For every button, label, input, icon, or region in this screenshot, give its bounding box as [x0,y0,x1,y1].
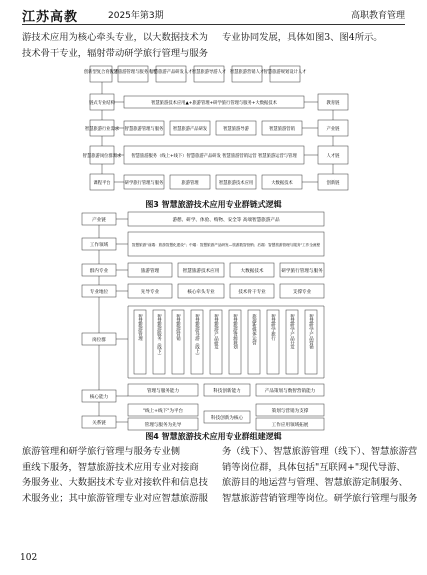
fig3-top-box-2: 智慧旅游管理与服务人才 [109,70,157,75]
fig3-row2-c2: 智慧旅游产品研发 [172,127,208,132]
fig3-top-box-5: 智慧旅游营销人才 [229,70,265,75]
fig4-post-label: 智慧研学产品开发 [289,314,295,350]
fig4-post-label: 智慧旅游资源规划 [232,314,238,350]
figure-3-caption: 图3 智慧旅游技术应用专业群链式逻辑 [145,200,282,209]
fig4-role-1: 先导专业 [140,290,160,295]
fig4-major-1: 旅游管理 [140,269,160,274]
fig4-post-label: 智慧旅游服务（线下） [156,314,162,358]
fig4-post-label: 智慧旅游营销 [175,314,181,341]
fig3-row4-c3: 智慧旅游技术应用 [218,181,254,186]
fig4-post-label: 智慧旅游产品研发 [213,314,219,350]
fig3-row4-c2: 旅游管理 [181,181,199,186]
fig4-label-5: 岗位群 [92,338,106,343]
fig4-post-label: 智慧研学旅行 [270,314,276,341]
fig3-row2-c4: 智慧旅游营销 [269,127,295,132]
fig3-top-box-1: 创新型复合育人才 [83,70,119,75]
fig3-row2-c3: 智慧旅游导游 [223,127,249,132]
fig3-row1-center: 智慧旅游技术应用▲+旅游管理+研学旅行管理与服务+大数据技术 [151,101,277,106]
page-header [22,6,405,25]
fig4-post-label: 智慧研学产品营销 [308,314,314,350]
fig3-row4-left: 课程平台 [93,181,111,186]
fig4-post-label: 旅游新媒体运营 [251,314,257,345]
fig3-row1-left: 链式专业结构 [89,101,115,106]
fig4-ability-3: 产品策划与数智营销能力 [264,389,316,394]
fig4-label-6: 核心能力 [89,395,109,400]
fig3-top-box-4: 智慧旅游导游人才 [191,70,227,75]
fig4-relation-1: "线上+线下"为平台 [142,409,184,414]
top-text-right: 专业协同发展，具体如图3、图4所示。 [222,32,383,43]
fig3-row4-c1: 研学旅行管理与服务 [124,181,164,186]
fig4-post-label: 智慧旅游导游（线上） [194,314,200,358]
fig4-ability-2: 科技创新能力 [213,389,241,394]
fig4-ability-1: 管理与服务能力 [146,389,180,394]
figure-4-caption: 图4 智慧旅游技术应用专业群组建逻辑 [145,432,282,441]
fig3-row1-right: 教育链 [326,101,340,106]
page-number: 102 [20,553,38,563]
section-label: 高职教育管理 [350,11,405,21]
fig4-major-3: 大数据技术 [240,269,264,274]
bottom-text-right: 务（线下）、智慧旅游管理（线下）、智慧旅游营 销等岗位群，具体包括"互联网+"现代导游、 旅游目的地运营与管理、智慧旅游定制服务、 智慧旅游营销管理等岗位。研学旅行管理与服务 [222,446,418,504]
figure-3-diagram [72,64,355,199]
fig4-label-2: 工作领域 [89,243,109,248]
fig4-label-4: 专业地位 [89,290,109,295]
fig3-row3-right: 人才链 [326,154,340,159]
fig4-relation-3: 科技创新为核心 [210,416,244,421]
fig4-relation-2: 管理与服务为先导 [144,423,182,428]
fig4-row2-content: 智慧旅游"前端：旅游智慧化建设"；中端：智慧旅游产品研发—旅游数智营销；后端：智慧旅游管理与服务"工作全流程 [131,243,321,247]
fig4-role-3: 技术骨干专业 [238,290,266,295]
figure-4-diagram [80,210,350,432]
fig4-label-7: 关系链 [92,421,106,426]
bottom-text-left: 旅游管理和研学旅行管理与服务专业侧 重线下服务，智慧旅游技术应用专业对接商 务服务业、大数据技术专业对接软件和信息技 术服务业；其中旅游管理专业对应智慧旅游服 [22,446,208,504]
fig4-label-1: 产业链 [92,218,106,223]
fig3-row4-c4: 大数据技术 [271,181,293,186]
fig3-row2-right: 产业链 [326,127,340,132]
fig4-role-4: 支撑专业 [292,290,312,295]
top-text-left: 游技术应用为核心牵头专业，以大数据技术为 技术骨干专业，辐射带动研学旅行管理与服务 [22,32,208,59]
fig3-row4-right: 创新链 [326,181,340,186]
fig4-row1-content: 游憩、研学、体验、购物、安全等 高端智慧旅游产品 [172,218,280,223]
fig3-row2-c1: 智慧旅游管理与服务 [124,127,164,132]
fig3-top-box-6: 智慧旅游规划设计人才 [263,70,307,75]
fig3-top-box-3: 智慧旅游产品研发人才 [149,70,193,75]
issue-label: 2025年第3期 [108,11,164,21]
fig3-row3-center: 智慧旅游服务（线上+线下）智慧旅游产品研发 智慧旅游营销运营 智慧旅游运营与管理 [131,154,297,159]
fig4-role-2: 核心牵头专业 [187,290,215,295]
fig4-major-4: 研学旅行管理与服务 [281,269,323,274]
fig4-post-label: 智慧旅游管理 [137,314,143,341]
journal-logo: 江苏高教 [22,10,79,25]
fig4-relation-4: 策划与营销为支撑 [271,409,309,414]
fig3-row2-left: 智慧旅游行业需求 [84,127,120,132]
fig4-relation-5: 工作应用领域拓展 [271,423,309,428]
fig4-major-2: 智慧旅游技术应用 [182,269,220,274]
fig4-label-3: 群内专业 [89,269,109,274]
fig3-row3-left: 智慧旅游岗位群需求 [82,154,122,159]
